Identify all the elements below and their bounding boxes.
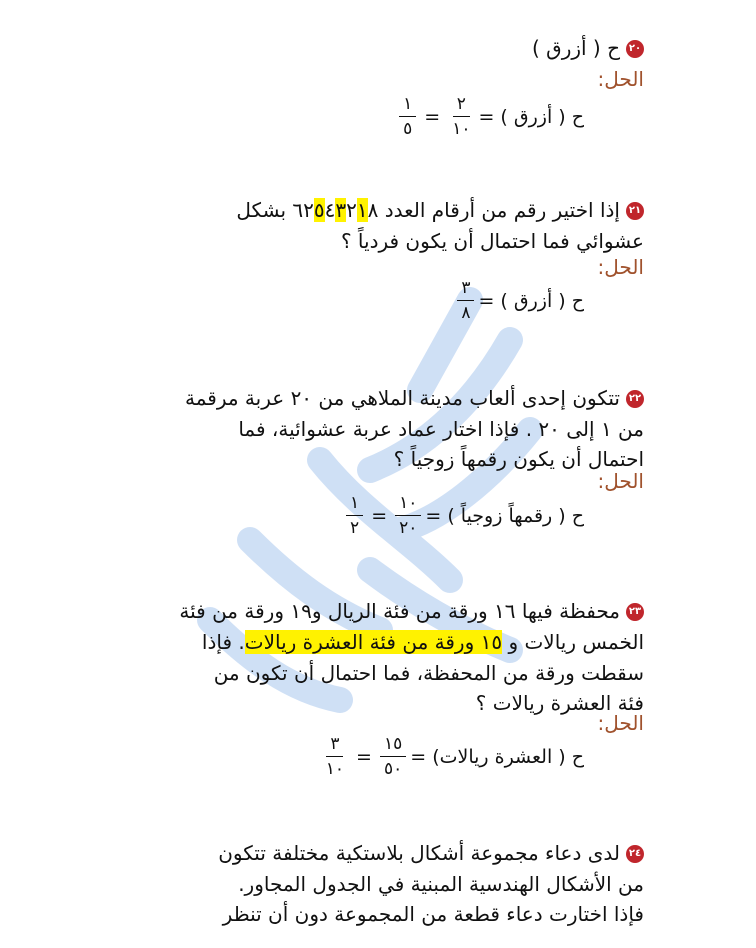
q23-question-line-3: سقطت ورقة من المحفظة، فما احتمال أن تكون من — [213, 661, 644, 685]
q23-fraction-2-den: ١٠ — [325, 759, 345, 779]
q21-question-line-2: عشوائي فما احتمال أن يكون فردياً ؟ — [340, 229, 644, 253]
q23-text-post: . فإذا — [201, 630, 245, 654]
q24-question-line-3: فإذا اختارت دعاء قطعة من المجموعة دون أن تنظر — [222, 902, 644, 926]
q23-eq-lhs: ح ( العشرة ريالات) = — [410, 745, 584, 768]
q20-text: ح ( أزرق ) — [532, 36, 620, 60]
q23-text-pre: الخمس ريالات و — [502, 630, 644, 654]
q22-fraction-2 — [346, 493, 363, 538]
q23-fraction-2-num: ٣ — [326, 734, 343, 757]
q22-question-line-3: احتمال أن يكون رقمهاً زوجياً ؟ — [393, 447, 644, 471]
q23-highlighted-text: ١٥ ورقة من فئة العشرة ريالات — [244, 630, 503, 654]
q22-question-line-2: من ١ إلى ٢٠ . فإذا اختار عماد عربة عشوائية، فما — [238, 417, 644, 441]
q22-fraction-1-num: ١٠ — [395, 493, 421, 516]
q21-number — [292, 195, 378, 225]
q21-digit: ٢ — [346, 198, 357, 222]
q20-eq-equals: = — [424, 105, 441, 128]
q23-text: محفظة فيها ١٦ ورقة من فئة الريال و١٩ ورقة من فئة — [179, 599, 620, 623]
q22-fraction-1-den: ٢٠ — [399, 518, 418, 538]
q23-question-line-4: فئة العشرة ريالات ؟ — [475, 691, 644, 715]
q20-fraction-2-num: ١ — [399, 94, 416, 117]
q21-solution-label: الحل: — [597, 255, 644, 279]
q20-number-badge: ٢٠ — [626, 40, 644, 58]
q23-question-line-2 — [202, 627, 644, 657]
q22-eq-equals: = — [371, 504, 388, 527]
q21-eq-lhs: ح ( أزرق ) = — [478, 289, 584, 312]
q23-question-line-1 — [179, 596, 644, 626]
q24-question-line-2: من الأشكال الهندسية المبنية في الجدول المجاور. — [238, 872, 644, 896]
q22-text: تتكون إحدى ألعاب مدينة الملاهي من ٢٠ عربة مرقمة — [184, 386, 620, 410]
q21-fraction-1-den: ٨ — [461, 303, 471, 323]
q20-fraction-1-num: ٢ — [453, 94, 470, 117]
q21-digit-highlighted: ٥ — [313, 198, 325, 222]
q21-digit: ٦ — [292, 198, 304, 222]
q21-digit: ٢ — [303, 198, 314, 222]
q21-equation — [453, 278, 584, 323]
q20-fraction-1 — [448, 94, 474, 139]
q23-fraction-1 — [380, 734, 406, 779]
q23-eq-equals: = — [356, 745, 372, 768]
q20-fraction-1-den: ١٠ — [452, 119, 471, 139]
q22-number-badge: ٢٢ — [626, 390, 644, 408]
q21-fraction-1-num: ٣ — [457, 278, 474, 301]
q21-text-pre: إذا اختير رقم من أرقام العدد — [378, 198, 620, 222]
q21-digit-highlighted: ٣ — [335, 198, 347, 222]
q24-text: لدى دعاء مجموعة أشكال بلاستكية مختلفة تتكون — [218, 841, 620, 865]
q23-fraction-1-den: ٥٠ — [383, 759, 403, 779]
q21-fraction-1 — [457, 278, 474, 323]
q23-number-badge: ٢٣ — [626, 603, 644, 621]
q21-text-post: بشكل — [236, 198, 293, 222]
q22-solution-label: الحل: — [597, 469, 644, 493]
q23-solution-label: الحل: — [597, 711, 644, 735]
q21-digit: ٤ — [324, 198, 336, 222]
q20-fraction-2-den: ٥ — [403, 119, 413, 139]
q21-number-badge: ٢١ — [626, 202, 644, 220]
q24-number-badge: ٢٤ — [626, 845, 644, 863]
q21-digit: ٨ — [367, 198, 379, 222]
q23-fraction-2 — [322, 734, 348, 779]
q23-equation — [318, 734, 584, 779]
q20-equation — [395, 94, 584, 139]
q22-fraction-2-num: ١ — [346, 493, 363, 516]
q22-equation — [342, 493, 584, 538]
q22-fraction-2-den: ٢ — [350, 518, 360, 538]
q20-eq-lhs: ح ( أزرق ) = — [478, 105, 584, 128]
q20-solution-label: الحل: — [597, 67, 644, 91]
q22-eq-lhs: ح ( رقمهاً زوجياً ) = — [425, 504, 584, 527]
q22-question-line-1 — [185, 383, 644, 413]
q20-fraction-2 — [399, 94, 416, 139]
q23-fraction-1-num: ١٥ — [380, 734, 406, 757]
q24-question-line-1 — [218, 838, 644, 868]
q20-question — [532, 33, 644, 63]
q22-fraction-1 — [395, 493, 421, 538]
q21-question-line-1 — [236, 195, 644, 225]
q21-digit-highlighted: ١ — [356, 198, 368, 222]
